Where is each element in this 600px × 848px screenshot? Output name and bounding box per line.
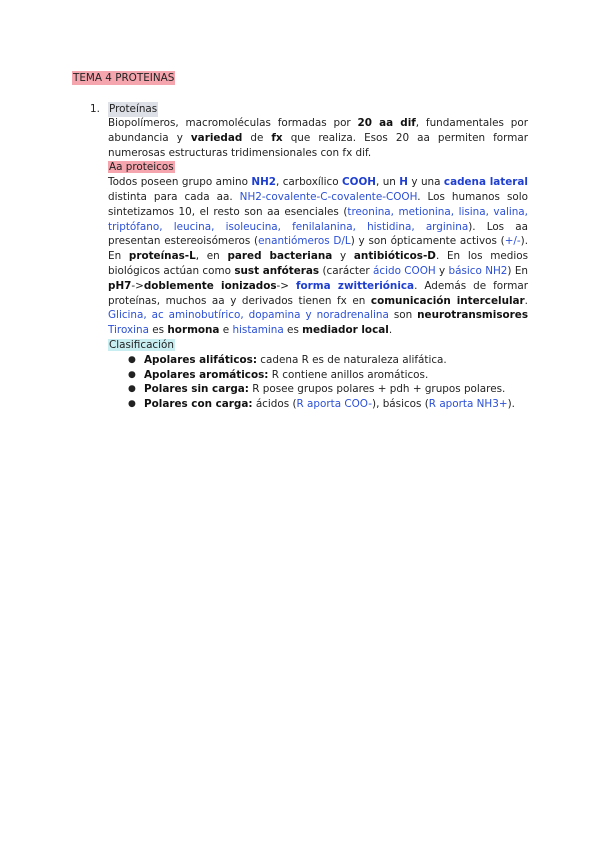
subheading-aa: Aa proteicos: [109, 161, 174, 174]
aa-line: distinta para cada aa. NH2-covalente-C-covalente-COOH. Los humanos solo: [108, 190, 528, 203]
document-title: TEMA 4 PROTEINAS: [73, 72, 175, 84]
intro-line: numerosas estructuras tridimensionales con fx dif.: [108, 146, 372, 159]
intro-line: abundancia y variedad de fx que realiza. Esos 20 aa permiten formar: [108, 131, 528, 144]
section-title: Proteínas: [109, 103, 158, 115]
bullet-icon: ●: [128, 399, 136, 410]
intro-line: Biopolímeros, macromoléculas formadas por 20 aa dif, fundamentales por: [108, 117, 528, 129]
aa-line: triptófano, leucina, isoleucina, fenilalanina, histidina, arginina). Los aa: [108, 220, 528, 233]
subheading-clasificacion: Clasificación: [109, 338, 174, 351]
list-item: ● Polares sin carga: R posee grupos polares + pdh + grupos polares.: [128, 383, 506, 396]
aa-line: proteínas, muchos aa y derivados tienen fx en comunicación intercelular.: [108, 294, 528, 307]
aa-line: Tiroxina es hormona e histamina es mediador local.: [108, 324, 393, 337]
bullet-icon: ●: [128, 354, 136, 365]
clasificacion-list: [108, 353, 528, 412]
bullet-icon: ●: [128, 369, 136, 380]
aa-line: presentan estereoisómeros (enantiómeros D/L) y son ópticamente activos (+/-).: [108, 235, 529, 248]
list-item: ● Polares con carga: ácidos (R aporta COO-), básicos (R aporta NH3+).: [128, 398, 515, 411]
aa-line: pH7->doblemente ionizados-> forma zwitteriónica. Además de formar: [108, 279, 528, 292]
aa-line: En proteínas-L, en pared bacteriana y antibióticos-D. En los medios: [108, 250, 529, 263]
bullet-icon: ●: [128, 384, 136, 395]
aa-line: biológicos actúan como sust anfóteras (carácter ácido COOH y básico NH2) En: [108, 264, 528, 277]
aa-line: Glicina, ac aminobutírico, dopamina y noradrenalina son neurotransmisores: [108, 309, 528, 322]
list-item: ● Apolares alifáticos: cadena R es de naturaleza alifática.: [128, 353, 447, 366]
section-body: [108, 116, 528, 412]
aa-line: sintetizamos 10, el resto son aa esenciales (treonina, metionina, lisina, valina,: [108, 205, 528, 218]
section-number: 1.: [90, 103, 100, 115]
aa-line: Todos poseen grupo amino NH2, carboxílico COOH, un H y una cadena lateral: [108, 176, 528, 189]
list-item: ● Apolares aromáticos: R contiene anillos aromáticos.: [128, 368, 429, 381]
